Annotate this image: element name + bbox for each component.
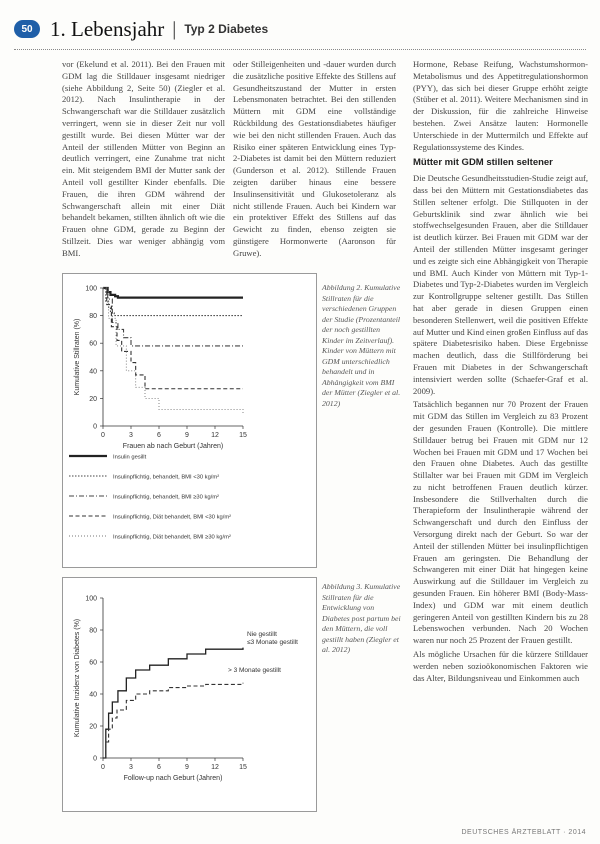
- x-axis-label: Follow-up nach Geburt (Jahren): [123, 775, 223, 782]
- series-line: [103, 288, 243, 415]
- figure-2: [62, 577, 317, 812]
- text-column-3: [413, 59, 588, 804]
- page-header: [14, 14, 586, 44]
- x-tick-label: 3: [129, 432, 133, 439]
- text-column-1: [62, 59, 225, 269]
- stillraten-chart: [63, 274, 316, 567]
- y-tick-label: 20: [89, 723, 97, 731]
- page-number: 50: [14, 20, 40, 38]
- annotation-label: > 3 Monate gestillt: [228, 667, 281, 674]
- legend-label: Insulinpflichtig, behandelt, BMI <30 kg/m²: [113, 474, 220, 481]
- y-tick-label: 40: [89, 691, 97, 699]
- y-axis-label: Kumulative Stillraten (%): [74, 318, 81, 396]
- y-axis-label: Kumulative Inzidenz von Diabetes (%): [74, 618, 81, 738]
- x-tick-label: 0: [101, 764, 105, 771]
- y-tick-label: 60: [89, 659, 97, 667]
- x-tick-label: 3: [129, 764, 133, 771]
- paragraph: oder Stilleigenheiten und -dauer wurden durch die zusätzliche positive Effekte des Stillens auf Gesundheitszustand der Mutter in ersten Lebensmonaten betrachtet. Bei den stillenden Müttern mit GDM eine vollständige Rückbildung des Gestationsdiabetes häufiger wie bei den nicht stillenden Frauen. Auch das Risiko einer späteren Entwicklung eines Typ-2-Diabetes ist damit bei den Müttern reduziert (Gunderson et al. 2012). Stillende Frauen zeigten darüber hinaus eine bessere Insulinsensitivität und Glukosetoleranz als nicht stillende Frauen. Auch bei Kindern war ein protektiver Effekt des Stillens auf das Gewicht zu finden, ebenso zeigten sie günstigere Hormonwerte (Aaronson für Gruwe).: [233, 59, 396, 258]
- page-footer: DEUTSCHES ÄRZTEBLATT · 2014: [461, 829, 586, 836]
- subheading: Mütter mit GDM stillen seltener: [413, 157, 553, 169]
- x-tick-label: 6: [157, 764, 161, 771]
- paragraph: Tatsächlich begannen nur 70 Prozent der Frauen mit GDM das Stillen im Vergleich zu 83 Prozent der gesunden Frauen (Kontrolle). Die mittlere Stilldauer betrug bei Frauen mit GDM nur 12 Wochen bei Frauen mit GDM und 17 Wochen bei den Frauen ohne Diabetes. Auch das gestillte Stillalter war bei Frauen mit GDM im Vergleich zu nicht betroffenen Frauen deutlich kürzer. Insbesondere die Stillverhalten durch die Therapieform der Insulintherapie während der Schwangerschaft und durch den Einfluss der Versorgung direkt nach der Geburt. So war der Anteil der stillenden Mütter bei insulinpflichtigen Frauen am geringsten. Die Behandlung der Schwangeren mit einer Diät hat hingegen keine Auswirkung auf die Stilldauer im Vergleich zu gesunden Frauen. Ein höherer BMI (Body-Mass-Index) und GDM war mit einem deutlich geringeren Anteil von gestillten Kindern bis zu 28 Lebenswochen verbunden. Nach 20 Wochen waren nur noch 25 Prozent der Frauen gestillt.: [413, 399, 588, 646]
- paragraph: Die Deutsche Gesundheitsstudien-Studie zeigt auf, dass bei den Müttern mit Gestationsdiabetes das Stillen seltener erfolgt. Die Stillquoten in der Geburtsklinik sind zwar ähnlich wie bei stoffwechselgesunden Frauen, aber die Stilldauer ist deutlich kürzer. Bei Frauen mit GDM war der Anteil der stillenden Mütter insgesamt geringer und es zeigte sich eine Abhängigkeit von Therapie und BMI. Auch Kinder von Müttern mit Typ-1-Diabetes und Typ-2-Diabetes wurden im Vergleich zur Kontrollgruppe seltener gestillt. Das Stillen hat aber gerade in diesen Gruppen einen besonderen Stellenwert, weil die positiven Effekte auf Mutter und Kind einen großen Einfluss auf das spätere Diabetesrisiko haben. Diese Ergebnisse machen deutlich, dass die Stillförderung bei Frauen mit Diabetes in der Schwangerschaft intensiviert werden sollte (Schaefer-Graf et al. 2009).: [413, 173, 588, 396]
- figure-2-caption: Abbildung 3. Kumulative Stillraten für die Entwicklung von Diabetes post partum bei den Müttern, die voll gestillt haben (Ziegler et al. 2012): [322, 582, 401, 654]
- y-tick-label: 0: [93, 423, 97, 431]
- y-tick-label: 20: [89, 395, 97, 403]
- header-separator: |: [172, 17, 177, 40]
- chapter-title: 1. Lebensjahr: [50, 16, 165, 41]
- y-tick-label: 60: [89, 340, 97, 348]
- y-tick-label: 0: [93, 755, 97, 763]
- x-tick-label: 6: [157, 432, 161, 439]
- series-line: [103, 288, 243, 316]
- y-tick-label: 80: [89, 627, 97, 635]
- x-tick-label: 15: [239, 764, 247, 771]
- figure-1: [62, 273, 317, 568]
- y-tick-label: 100: [85, 285, 97, 293]
- legend-label: Insulinpflichtig, Diät behandelt, BMI <30 kg/m²: [113, 514, 232, 521]
- y-tick-label: 40: [89, 368, 97, 376]
- x-tick-label: 12: [211, 764, 219, 771]
- x-tick-label: 0: [101, 432, 105, 439]
- x-tick-label: 9: [185, 764, 189, 771]
- series-line: [103, 288, 243, 389]
- annotation-label: Nie gestillt: [247, 631, 277, 638]
- series-line: [103, 648, 243, 758]
- text-column-2: [233, 59, 396, 269]
- y-tick-label: 80: [89, 313, 97, 321]
- figure-1-caption: Abbildung 2. Kumulative Stillraten für die verschiedenen Gruppen der Studie (Prozentanteil der noch gestillten Kinder im Zeitverlauf). Kinder von Müttern mit GDM unterschiedlich behandelt und in Abhängigkeit vom BMI der Mütter (Ziegler et al. 2012): [322, 283, 401, 408]
- x-tick-label: 15: [239, 432, 247, 439]
- legend-label: Insulinpflichtig, Diät behandelt, BMI ≥30 kg/m²: [113, 534, 231, 541]
- paragraph: Als mögliche Ursachen für die kürzere Stilldauer werden neben sozioökonomischen Faktoren wie das Alter, Bildungsniveau und Einkommen auch: [413, 649, 588, 683]
- paragraph: Hormone, Rebase Reifung, Wachstumshormon-Metabolismus und des Appetitregulationshormon (PYY), das sich bei dieser Gruppe erhöht zeigte (Stüber et al. 2011). Weitere Mechanismen sind in der Diskussion, für die zahlreiche Hinweise bestehen. Zwei Ansätze lauten: Hormonelle Unterschiede in der Muttermilch und Effekte auf Regulationssysteme des Kindes.: [413, 59, 588, 152]
- y-tick-label: 100: [85, 595, 97, 603]
- x-axis-label: Frauen ab nach Geburt (Jahren): [122, 443, 224, 450]
- x-tick-label: 9: [185, 432, 189, 439]
- section-title: Typ 2 Diabetes: [184, 22, 269, 36]
- annotation-label: ≤3 Monate gestillt: [247, 639, 298, 646]
- x-tick-label: 12: [211, 432, 219, 439]
- legend-label: Insulinpflichtig, behandelt, BMI ≥30 kg/m²: [113, 494, 219, 501]
- header-rule: [14, 49, 586, 50]
- paragraph: vor (Ekelund et al. 2011). Bei den Frauen mit GDM lag die Stilldauer insgesamt niedriger (siehe Abbildung 2, Seite 50) (Ziegler et al. 2012). Nach Insulintherapie in der Schwangerschaft war die Stilldauer zusätzlich verringert, wenn sie in dieser Zeit nur voll gestillt wurde. Bei diesen Mütter war der Anteil der stillenden Mütter von Beginn an deutlich verringert, eine Zunahme trat nicht ein. Mit steigendem BMI der Mutter sank der Anteil voll gestillter Kinder ebenfalls. Die Frauen, die ihren GDM während der Schwangerschaft allein mit einer Diät behandelt bekamen, stillten ähnlich oft wie die Frauen ohne GDM, gerade zu Beginn der Stillzeit. Dies war weniger abhängig vom BMI.: [62, 59, 225, 258]
- series-line: [103, 288, 243, 298]
- legend-label: Insulin gesillt: [113, 454, 147, 461]
- series-line: [103, 683, 243, 758]
- inzidenz-chart: [63, 578, 316, 811]
